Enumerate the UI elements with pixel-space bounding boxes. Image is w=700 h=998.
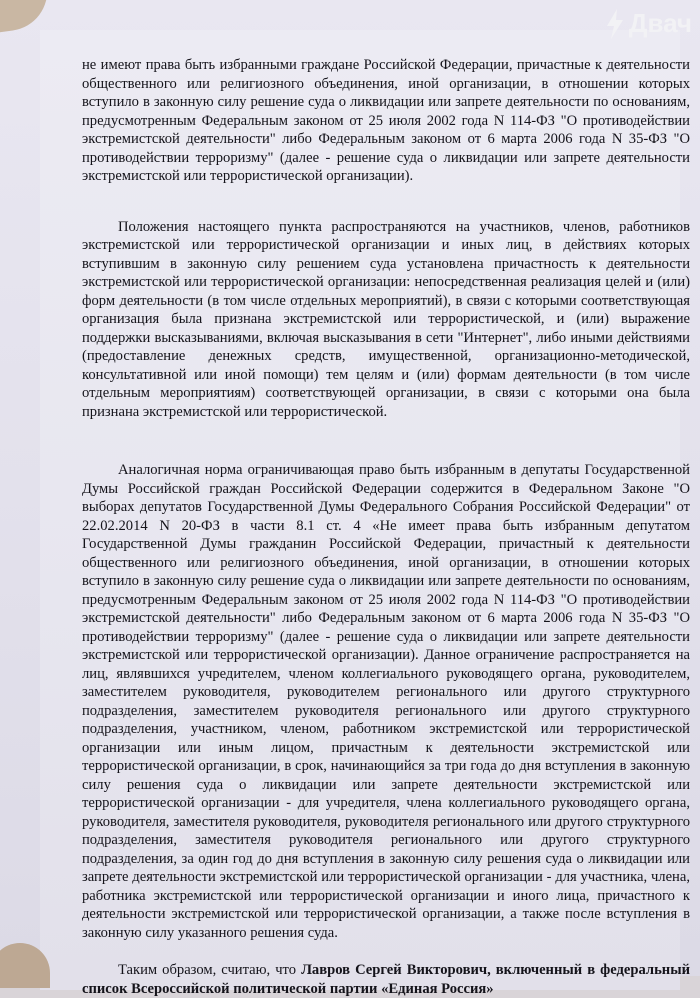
watermark-brand: Двач <box>628 8 692 38</box>
conclusion-paragraph <box>82 961 690 998</box>
conclusion-bold: Лавров Сергей Викторович, включенный в федеральный список Всероссийской политической партии «Единая Россия» <box>82 962 690 997</box>
paragraph-1: не имеют права быть избранными граждане Российской Федерации, причастные к деятельности общественного или религиозного объединения, иной организации, в отношении которых вступило в законную силу решение суда о ликвидации или запрете деятельности по основаниям, предусмотренным Федеральным законом от 25 июля 2002 года N 114-ФЗ "О противодействии экстремистской деятельности" либо Федеральным законом от 6 марта 2006 года N 35-ФЗ "О противодействии терроризму" (далее - решение суда о ликвидации или запрете деятельности экстремистской или террористической организации). <box>82 57 690 184</box>
paragraph-3: Аналогичная норма ограничивающая право быть избранным в депутаты Государственной Думы Российской граждан Российской Федерации содержится в Федеральном Законе "О выборах депутатов Государственной Думы Федерального Собрания Российской Федерации" от 22.02.2014 N 20-ФЗ в части 8.1 ст. 4 «Не имеет права быть избранным депутатом Государственной Думы гражданин Российской Федерации, причастный к деятельности общественного или религиозного объединения, иной организации, в отношении которых вступило в законную силу решение суда о ликвидации или запрете деятельности по основаниям, предусмотренным Федеральным законом от 25 июля 2002 года N 114-ФЗ "О противодействии экстремистской деятельности" либо Федеральным законом от 6 марта 2006 года N 35-ФЗ "О противодействии терроризму" (далее - решение суда о ликвидации или запрете деятельности экстремистской или террористической организации). Данное ограничение распространяется на лиц, являвшихся учредителем, членом коллегиального руководящего органа, руководителем, заместителем руководителя, руководителем регионального или другого структурного подразделения, заместителем руководителя регионального или другого структурного подразделения, участником, членом, работником экстремистской или террористической организации или иным лицом, причастным к деятельности экстремистской или террористической организации, в срок, начинающийся за три года до дня вступления в законную силу решения суда о ликвидации или запрете деятельности экстремистской или террористической организации - для учредителя, члена коллегиального руководящего органа, руководителя, заместителя руководителя, руководителя регионального или другого структурного подразделения, заместителя руководителя регионального или другого структурного подразделения, за один год до дня вступления в законную силу решения суда о ликвидации или запрете деятельности экстремистской или террористической организации - для участника, члена, работника экстремистской или террористической организации и иного лица, причастного к деятельности экстремистской или террористической организации, а также после вступления в законную силу указанного решения суда. <box>82 462 690 941</box>
document-page <box>40 30 690 997</box>
lightning-bolt-icon <box>605 9 625 39</box>
watermark <box>605 8 692 39</box>
document-text <box>82 56 690 998</box>
paragraph-2: Положения настоящего пункта распространяются на участников, членов, работников экстремистской или террористической организации и иных лиц, в действиях которых вступившим в законную силу решением суда установлена причастность к деятельности экстремистской или террористической организации: непосредственная реализация целей и (или) форм деятельности (в том числе отдельных мероприятий), в связи с которыми соответствующая организация была признана экстремистской или террористической, и (или) выражение поддержки высказываниями, включая высказывания в сети "Интернет", либо иными действиями (предоставление денежных средств, имущественной, организационно-методической, консультативной или иной помощи) тем целям и (или) формам деятельности (в том числе отдельным мероприятиям) соответствующей организации, в связи с которыми она была признана экстремистской или террористической. <box>82 218 690 420</box>
conclusion-lead: Таким образом, считаю, что <box>118 962 302 978</box>
